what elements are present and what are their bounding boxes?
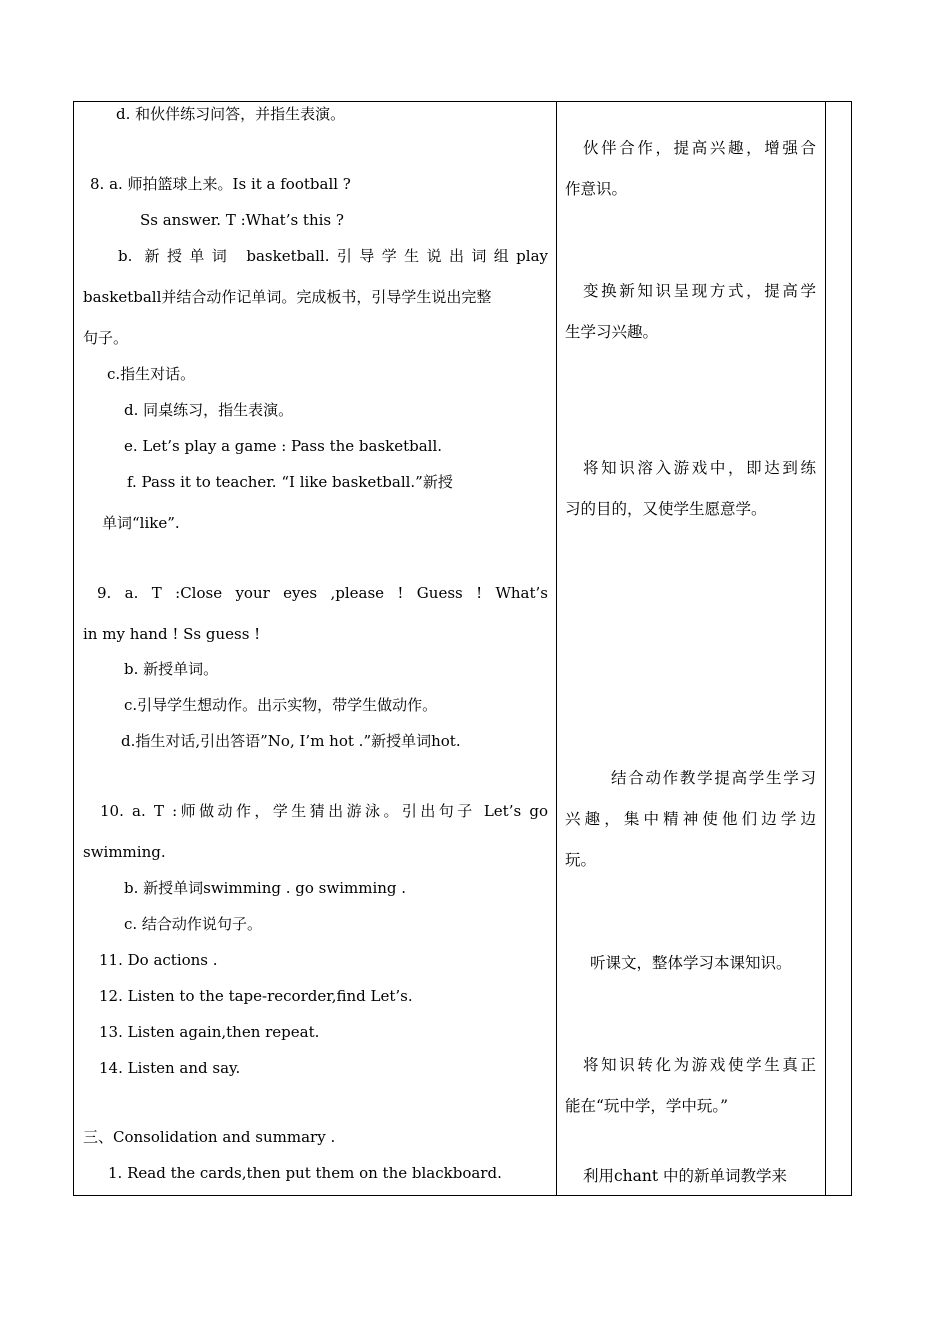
intent-note: 生学习兴趣。 (565, 323, 659, 341)
procedure-line: 8. a. 师拍篮球上来。Is it a football ? (90, 175, 351, 193)
procedure-line: 1. Read the cards,then put them on the blackboard. (108, 1164, 502, 1182)
intent-note: 伙伴合作，提高兴趣，增强合 (583, 139, 816, 157)
procedure-line: 14. Listen and say. (99, 1059, 241, 1077)
procedure-line: b. 新授单词 basketball.引导学生说出词组play (118, 247, 548, 265)
procedure-line: 11. Do actions . (99, 951, 218, 969)
intent-note: 能在“玩中学，学中玩。” (565, 1097, 729, 1115)
procedure-line: 单词“like”. (102, 514, 180, 532)
procedure-line: 10. a. T :师做动作，学生猜出游泳。引出句子 Let’s go (100, 802, 548, 820)
procedure-line: basketball并结合动作记单词。完成板书，引导学生说出完整 (83, 288, 492, 306)
intent-note: 习的目的，又使学生愿意学。 (565, 500, 767, 518)
intent-note: 利用chant 中的新单词教学来 (583, 1167, 788, 1185)
intent-note: 听课文，整体学习本课知识。 (590, 954, 792, 972)
intent-note: 结合动作教学提高学生学习 (611, 769, 816, 787)
intent-note: 将知识转化为游戏使学生真正 (583, 1056, 816, 1074)
procedure-line: 13. Listen again,then repeat. (99, 1023, 320, 1041)
section-heading: 三、Consolidation and summary . (83, 1128, 336, 1146)
procedure-line: d. 同桌练习，指生表演。 (124, 401, 294, 419)
procedure-line: in my hand ! Ss guess ! (83, 625, 261, 643)
procedure-line: 句子。 (83, 329, 129, 347)
intent-note: 将知识溶入游戏中，即达到练 (583, 459, 816, 477)
intent-note: 作意识。 (565, 180, 628, 198)
procedure-line: e. Let’s play a game : Pass the basketball. (124, 437, 443, 455)
procedure-line: d. 和伙伴练习问答，并指生表演。 (116, 105, 346, 123)
procedure-line: 9. a. T :Close your eyes ,please ! Guess ! What’s (97, 584, 548, 602)
column-divider (825, 102, 826, 1195)
procedure-line: c. 结合动作说句子。 (124, 915, 262, 933)
procedure-line: f. Pass it to teacher. “I like basketball.”新授 (127, 473, 453, 491)
intent-note: 兴趣，集中精神使他们边学边 (565, 810, 816, 828)
procedure-line: Ss answer. T :What’s this ? (140, 211, 344, 229)
procedure-line: c.引导学生想动作。出示实物，带学生做动作。 (124, 696, 438, 714)
column-divider (556, 102, 557, 1195)
procedure-line: b. 新授单词swimming . go swimming . (124, 879, 407, 897)
intent-note: 玩。 (565, 851, 597, 869)
procedure-line: swimming. (83, 843, 166, 861)
procedure-line: c.指生对话。 (107, 365, 196, 383)
intent-note: 变换新知识呈现方式，提高学 (583, 282, 816, 300)
procedure-line: 12. Listen to the tape-recorder,find Let’s. (99, 987, 413, 1005)
procedure-line: d.指生对话,引出答语”No, I’m hot .”新授单词hot. (121, 732, 461, 750)
procedure-line: b. 新授单词。 (124, 660, 219, 678)
